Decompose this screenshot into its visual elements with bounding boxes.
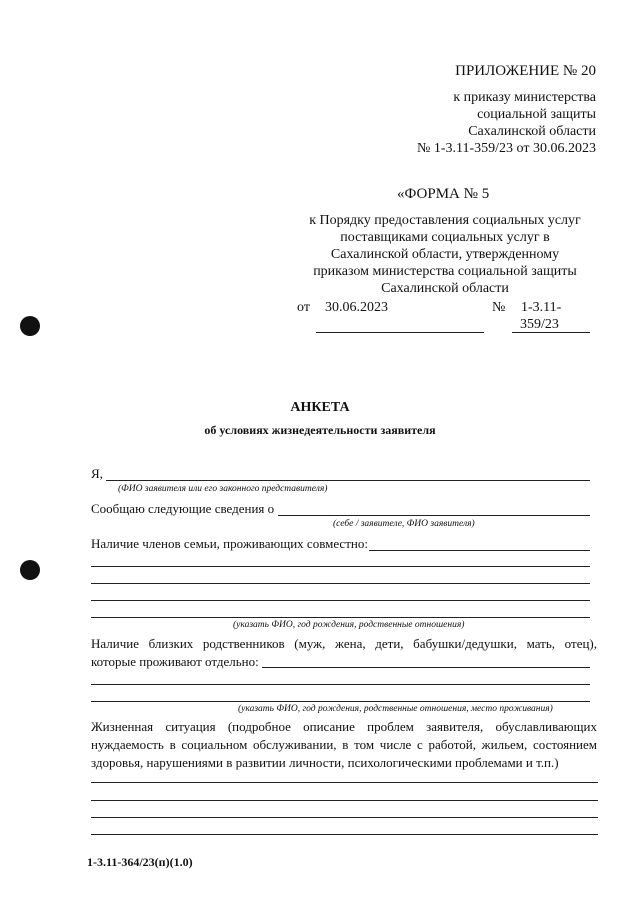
appendix-line-1: к приказу министерства [453, 90, 596, 105]
questionnaire-subtitle: об условиях жизнедеятельности заявителя [204, 423, 436, 437]
situation-label-line-1: Жизненная ситуация (подробное описание проблем заявителя, обуславливающих [91, 719, 597, 734]
relatives-label-line-1: Наличие близких родственников (муж, жена, дети, бабушки/дедушки, мать, отец), [91, 636, 597, 651]
form-date-prefix: от [297, 300, 310, 315]
situation-label-line-3: здоровья, нарушениями в развитии личности, психологическими проблемами и т.п.) [91, 755, 559, 770]
punch-hole-bottom [20, 560, 40, 580]
form-title: «ФОРМА № 5 [397, 186, 490, 202]
situation-line-1[interactable] [91, 782, 598, 783]
inform-label: Сообщаю следующие сведения о [91, 501, 275, 516]
situation-label-line-2: нуждаемость в социальном обслуживании, в том числе с работой, жильем, состоянием [91, 737, 597, 752]
family-line-5[interactable] [91, 617, 590, 618]
relatives-label-line-2: которые проживают отдельно: [91, 654, 259, 669]
relatives-line-3[interactable] [91, 701, 590, 702]
form-number-line-1: 1-3.11- [521, 300, 562, 315]
form-number-prefix: № [492, 300, 506, 315]
ya-label: Я, [91, 466, 103, 481]
appendix-line-4: № 1-3.11-359/23 от 30.06.2023 [417, 141, 596, 156]
form-line-3: Сахалинской области, утвержденному [330, 247, 560, 262]
questionnaire-title: АНКЕТА [290, 400, 350, 415]
applicant-name-hint: (ФИО заявителя или его законного представителя) [118, 484, 328, 494]
appendix-title: ПРИЛОЖЕНИЕ № 20 [455, 63, 596, 79]
family-label: Наличие членов семьи, проживающих совместно: [91, 536, 368, 551]
appendix-line-2: социальной защиты [477, 107, 596, 122]
family-line-4[interactable] [91, 600, 590, 601]
situation-line-3[interactable] [91, 817, 598, 818]
form-line-1: к Порядку предоставления социальных услуг [309, 213, 581, 228]
family-line-1[interactable] [369, 550, 590, 551]
situation-line-2[interactable] [91, 800, 598, 801]
inform-hint: (себе / заявителе, ФИО заявителя) [333, 519, 475, 529]
appendix-line-3: Сахалинской области [468, 124, 596, 139]
form-line-2: поставщиками социальных услуг в [340, 230, 550, 245]
document-code: 1-3.11-364/23(п)(1.0) [87, 855, 193, 869]
form-date: 30.06.2023 [325, 300, 388, 315]
form-line-4: приказом министерства социальной защиты [313, 264, 577, 279]
relatives-line-2[interactable] [91, 684, 590, 685]
relatives-line-1[interactable] [262, 667, 590, 668]
family-line-2[interactable] [91, 566, 590, 567]
punch-hole-top [20, 316, 40, 336]
family-line-3[interactable] [91, 583, 590, 584]
inform-line[interactable] [278, 515, 590, 516]
form-date-underline [316, 332, 484, 333]
form-number-line-2: 359/23 [520, 317, 559, 332]
form-line-5: Сахалинской области [381, 281, 509, 296]
situation-line-4[interactable] [91, 834, 598, 835]
relatives-hint: (указать ФИО, год рождения, родственные отношения, место проживания) [238, 704, 553, 714]
applicant-name-line[interactable] [106, 480, 590, 481]
family-hint: (указать ФИО, год рождения, родственные отношения) [233, 620, 465, 630]
form-number-underline [512, 332, 590, 333]
